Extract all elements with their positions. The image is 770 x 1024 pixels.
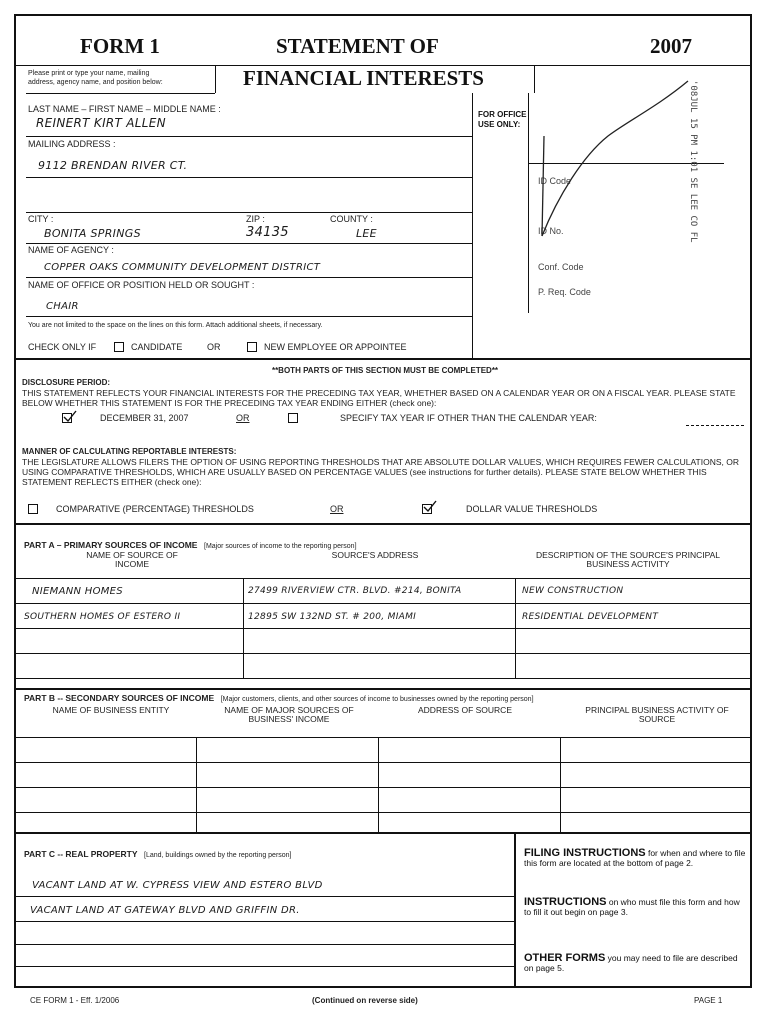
or-label: OR bbox=[207, 342, 221, 352]
disclosure-top bbox=[14, 358, 752, 360]
p-req-code-label: P. Req. Code bbox=[538, 287, 591, 297]
part-c-top bbox=[14, 832, 752, 834]
candidate-label: CANDIDATE bbox=[131, 342, 183, 352]
footer-page: PAGE 1 bbox=[694, 996, 723, 1005]
candidate-checkbox[interactable] bbox=[114, 342, 124, 352]
part-b-col2-header: NAME OF MAJOR SOURCES OF BUSINESS' INCOME bbox=[224, 705, 354, 724]
part-a-row-line2 bbox=[14, 628, 752, 629]
part-b-col1-header: NAME OF BUSINESS ENTITY bbox=[52, 705, 170, 715]
header-divider bbox=[14, 65, 534, 66]
part-a-row2-address[interactable]: 12895 SW 132ND ST. # 200, MIAMI bbox=[248, 612, 417, 622]
filing-instructions: FILING INSTRUCTIONS for when and where to file this form are located at the bottom of page 2. bbox=[524, 847, 746, 868]
mailing-value[interactable]: 9112 BRENDAN RIVER CT. bbox=[38, 159, 188, 172]
comparative-label: COMPARATIVE (PERCENTAGE) THRESHOLDS bbox=[56, 504, 254, 514]
agency-line bbox=[26, 277, 472, 278]
new-employee-checkbox[interactable] bbox=[247, 342, 257, 352]
city-label: CITY : bbox=[28, 214, 54, 224]
agency-value[interactable]: COPPER OAKS COMMUNITY DEVELOPMENT DISTRICT bbox=[44, 262, 321, 273]
office-use-signature-mark bbox=[528, 66, 738, 246]
part-b-heading: PART B -- SECONDARY SOURCES OF INCOME [Major customers, clients, and other sources of income to businesses owned by the reporting person] bbox=[24, 693, 534, 703]
mailing-line bbox=[26, 177, 472, 178]
name-label: LAST NAME – FIRST NAME – MIDDLE NAME : bbox=[28, 104, 221, 114]
part-a-row-line4 bbox=[14, 678, 752, 679]
office-value[interactable]: CHAIR bbox=[46, 301, 79, 312]
period-title: DISCLOSURE PERIOD: bbox=[22, 378, 111, 387]
part-b-col3-header: ADDRESS OF SOURCE bbox=[418, 705, 512, 715]
part-c-line2[interactable]: VACANT LAND AT GATEWAY BLVD AND GRIFFIN DR. bbox=[30, 905, 300, 916]
office-label: NAME OF OFFICE OR POSITION HELD OR SOUGHT : bbox=[28, 280, 255, 290]
part-a-row2-name[interactable]: SOUTHERN HOMES OF ESTERO II bbox=[24, 612, 181, 622]
mailing-label: MAILING ADDRESS : bbox=[28, 139, 116, 149]
part-a-row1-name[interactable]: NIEMANN HOMES bbox=[32, 586, 123, 597]
dec31-check-mark bbox=[62, 410, 78, 424]
mailing-line2 bbox=[26, 212, 472, 213]
part-c-rule2 bbox=[14, 921, 514, 922]
manner-title: MANNER OF CALCULATING REPORTABLE INTERESTS: bbox=[22, 447, 237, 456]
both-parts-note: **BOTH PARTS OF THIS SECTION MUST BE COMPLETED** bbox=[271, 366, 499, 375]
check-only-if: CHECK ONLY IF bbox=[28, 342, 97, 352]
office-use-title: FOR OFFICE USE ONLY: bbox=[478, 110, 527, 129]
part-a-col2-header: SOURCE'S ADDRESS bbox=[331, 550, 419, 560]
form-label: FORM 1 bbox=[80, 34, 160, 58]
agency-label: NAME OF AGENCY : bbox=[28, 245, 114, 255]
conf-code-label: Conf. Code bbox=[538, 262, 584, 272]
title-line2: FINANCIAL INTERESTS bbox=[243, 66, 484, 90]
office-box-left bbox=[472, 93, 473, 358]
new-employee-label: NEW EMPLOYEE OR APPOINTEE bbox=[264, 342, 407, 352]
received-stamp: '08JUL 15 PM 1:01 SE LEE CO FL bbox=[688, 80, 698, 243]
city-value[interactable]: BONITA SPRINGS bbox=[44, 227, 141, 240]
part-b-row-line1 bbox=[14, 762, 752, 763]
id-no-label: ID No. bbox=[538, 226, 564, 236]
comparative-checkbox[interactable] bbox=[28, 504, 38, 514]
part-c-rule4 bbox=[14, 966, 514, 967]
part-a-row1-address[interactable]: 27499 RIVERVIEW CTR. BLVD. #214, BONITA bbox=[248, 586, 462, 596]
part-a-col3-header: DESCRIPTION OF THE SOURCE'S PRINCIPAL BUSINESS ACTIVITY bbox=[535, 550, 721, 569]
footer-continued: (Continued on reverse side) bbox=[312, 996, 418, 1005]
or-label-manner: OR bbox=[330, 504, 344, 514]
part-b-div1 bbox=[196, 737, 197, 832]
county-label: COUNTY : bbox=[330, 214, 373, 224]
instr-box-right bbox=[215, 65, 216, 93]
name-line bbox=[26, 136, 472, 137]
part-a-col1-header: NAME OF SOURCE OF INCOME bbox=[86, 550, 178, 569]
city-line bbox=[26, 243, 472, 244]
part-b-div3 bbox=[560, 737, 561, 832]
zip-value[interactable]: 34135 bbox=[246, 225, 289, 240]
part-c-divider bbox=[514, 832, 516, 988]
county-value[interactable]: LEE bbox=[356, 227, 377, 240]
part-c-rule1 bbox=[14, 896, 514, 897]
footer-form-id: CE FORM 1 - Eff. 1/2006 bbox=[30, 996, 120, 1005]
dec31-label: DECEMBER 31, 2007 bbox=[100, 413, 189, 423]
part-a-header-line bbox=[14, 578, 752, 579]
dollar-check-mark bbox=[422, 500, 438, 514]
specify-checkbox[interactable] bbox=[288, 413, 298, 423]
part-b-top bbox=[14, 688, 752, 690]
part-b-div2 bbox=[378, 737, 379, 832]
part-b-col4-header: PRINCIPAL BUSINESS ACTIVITY OF SOURCE bbox=[585, 705, 729, 724]
id-code-label: ID Code bbox=[538, 176, 572, 186]
period-text: THIS STATEMENT REFLECTS YOUR FINANCIAL INTERESTS FOR THE PRECEDING TAX YEAR, WHETHER BASED ON A CALENDAR YEAR OR ON A FISCAL YEAR. PLEASE STATE BELOW WHETHER THIS STATEMENT IS FOR THE PRECEDING TAX YEAR ENDING EITHER (check one): bbox=[22, 388, 736, 408]
office-line bbox=[26, 316, 472, 317]
part-a-row1-activity[interactable]: NEW CONSTRUCTION bbox=[522, 586, 624, 596]
title-line1: STATEMENT OF bbox=[276, 34, 439, 58]
manner-text: THE LEGISLATURE ALLOWS FILERS THE OPTION OF USING REPORTING THRESHOLDS THAT ARE ABSOLUTE DOLLAR VALUES, WHICH REQUIRES FEWER CALCULATIONS, OR USING COMPARATIVE THRESHOLDS, WHICH ARE USUALLY BASED ON PERCENTAGE VALUES (see instructions for further details). PLEASE STATE BELOW WHETHER THIS STATEMENT REFLECTS EITHER (check one): bbox=[22, 457, 739, 487]
part-a-top bbox=[14, 523, 752, 525]
part-b-row-line3 bbox=[14, 812, 752, 813]
space-note: You are not limited to the space on the lines on this form. Attach additional sheets, if necessary. bbox=[28, 322, 323, 329]
or-label-period: OR bbox=[236, 413, 250, 423]
form-year: 2007 bbox=[650, 34, 692, 58]
instr-box-bottom bbox=[26, 93, 215, 94]
other-forms-instructions: OTHER FORMS you may need to file are described on page 5. bbox=[524, 952, 738, 973]
part-b-row-line2 bbox=[14, 787, 752, 788]
specify-label: SPECIFY TAX YEAR IF OTHER THAN THE CALENDAR YEAR: bbox=[340, 413, 597, 423]
part-a-heading: PART A – PRIMARY SOURCES OF INCOME [Major sources of income to the reporting person] bbox=[24, 540, 357, 550]
zip-label: ZIP : bbox=[246, 214, 265, 224]
who-must-file-instructions: INSTRUCTIONS on who must file this form and how to fill it out begin on page 3. bbox=[524, 896, 740, 917]
part-c-rule3 bbox=[14, 944, 514, 945]
print-instruction: Please print or type your name, mailing address, agency name, and position below: bbox=[28, 70, 163, 86]
part-a-row-line3 bbox=[14, 653, 752, 654]
part-a-row-line1 bbox=[14, 603, 752, 604]
part-a-row2-activity[interactable]: RESIDENTIAL DEVELOPMENT bbox=[522, 612, 659, 622]
dollar-label: DOLLAR VALUE THRESHOLDS bbox=[466, 504, 598, 514]
specify-line bbox=[686, 425, 744, 426]
name-value[interactable]: REINERT KIRT ALLEN bbox=[36, 116, 166, 130]
part-b-header-line bbox=[14, 737, 752, 738]
part-c-line1[interactable]: VACANT LAND AT W. CYPRESS VIEW AND ESTERO BLVD bbox=[32, 880, 323, 891]
part-c-heading: PART C -- REAL PROPERTY [Land, buildings owned by the reporting person] bbox=[24, 849, 292, 859]
